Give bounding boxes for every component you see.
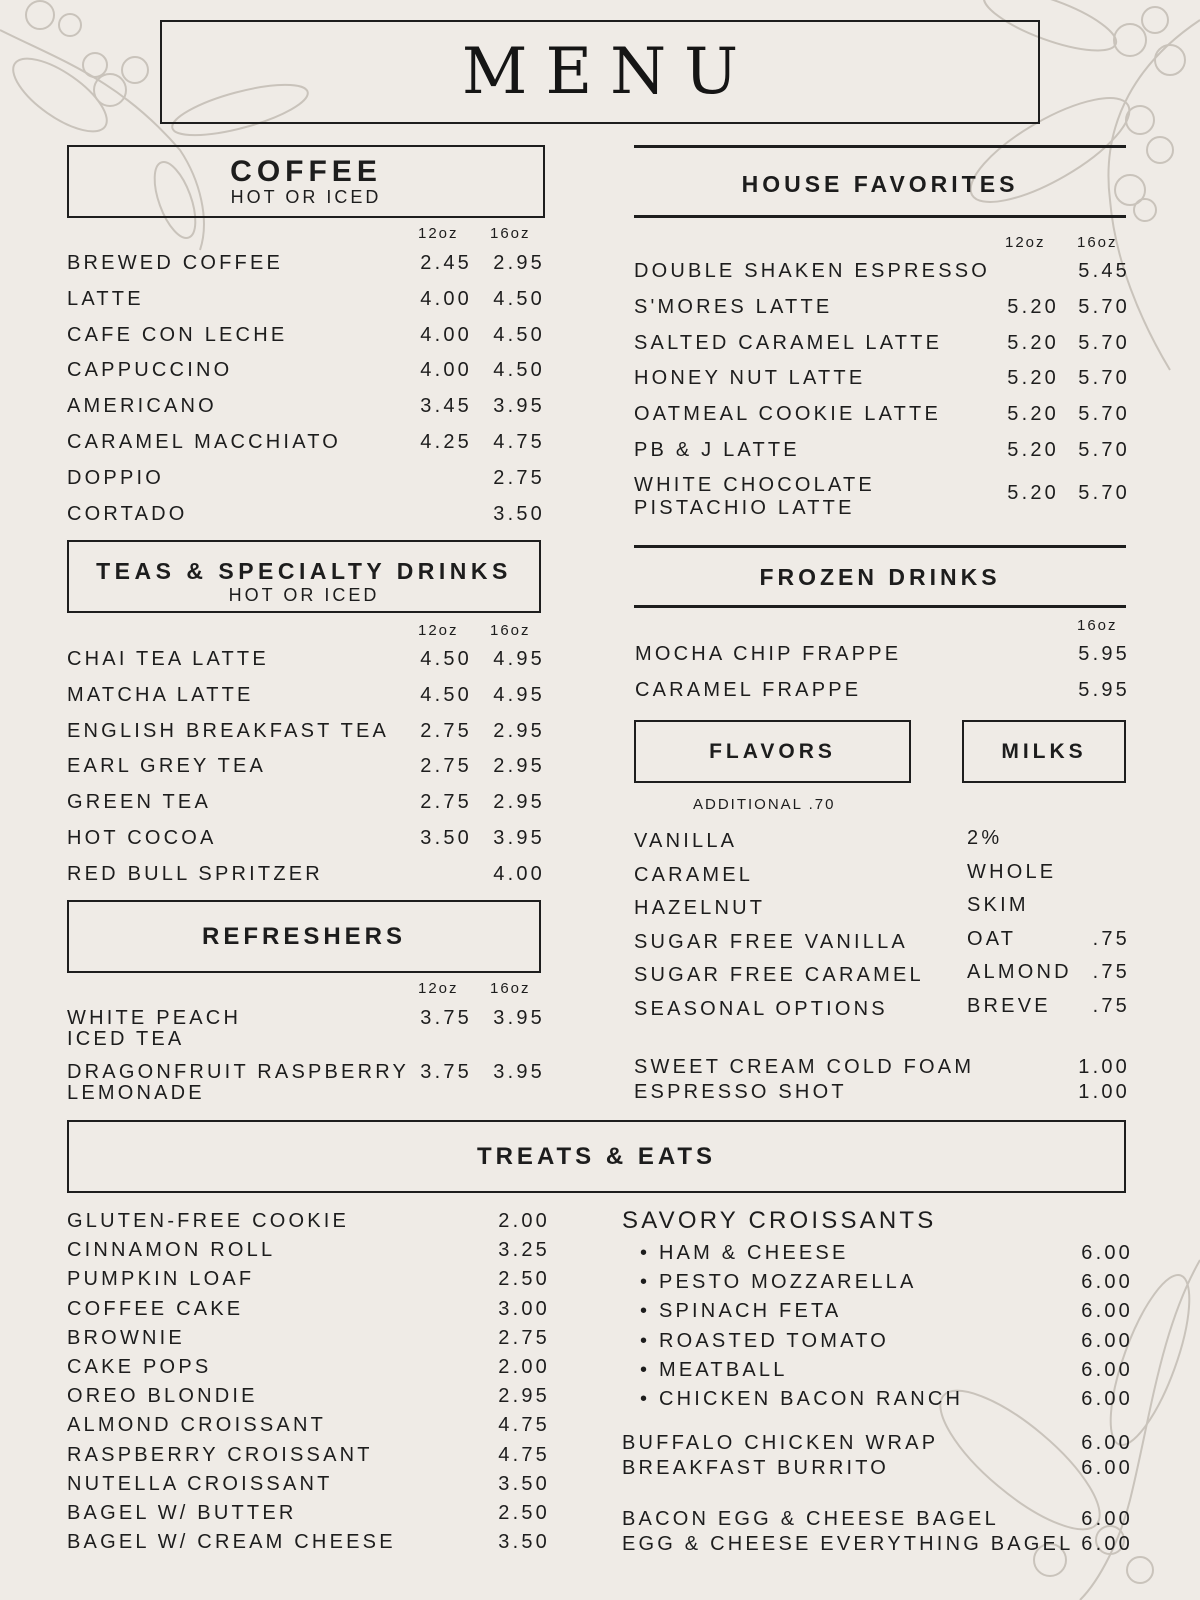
milk-item-price: .75 (1092, 927, 1130, 950)
treat-item-price: 3.00 (498, 1297, 550, 1320)
teas-item-name: HOT COCOA (67, 827, 217, 849)
refreshers-item-name-line2: ICED TEA (67, 1028, 185, 1050)
house-item-price-16oz: 5.70 (1078, 367, 1130, 390)
coffee-item-price-16oz: 4.75 (493, 431, 545, 453)
teas-item-price-16oz: 4.95 (493, 683, 545, 706)
refreshers-item-price-12oz: 3.75 (420, 1061, 472, 1083)
extra-item-name: SWEET CREAM COLD FOAM (634, 1056, 975, 1078)
extra-item-price: 1.00 (1078, 1081, 1130, 1103)
savory-item-name: BUFFALO CHICKEN WRAP (622, 1432, 939, 1454)
milk-item: SKIM (967, 894, 1029, 917)
refreshers-title: REFRESHERS (201, 922, 407, 950)
treat-item-price: 3.25 (498, 1239, 550, 1262)
teas-item-price-16oz: 2.95 (493, 719, 545, 742)
house-item-name: S'MORES LATTE (634, 295, 833, 318)
croissant-item-price: 6.00 (1081, 1329, 1133, 1352)
house-item-price-12oz: 5.20 (1007, 295, 1059, 318)
flavor-item: CARAMEL (634, 863, 754, 886)
teas-size-12oz: 12oz (418, 622, 459, 639)
croissant-item-price: 6.00 (1081, 1242, 1133, 1264)
flavor-item: SUGAR FREE CARAMEL (634, 964, 924, 987)
refreshers-item-name-line2: LEMONADE (67, 1082, 205, 1104)
coffee-item-price-16oz: 2.75 (493, 466, 545, 489)
treat-item-price: 4.75 (498, 1443, 550, 1466)
treats-header-box (67, 1120, 1126, 1193)
milk-item-price: .75 (1092, 995, 1130, 1017)
house-item-name: SALTED CARAMEL LATTE (634, 331, 943, 354)
refreshers-item-name: WHITE PEACH (67, 1007, 242, 1029)
treat-item-price: 3.50 (498, 1531, 550, 1554)
teas-item-price-12oz: 2.75 (420, 791, 472, 814)
treat-item-name: NUTELLA CROISSANT (67, 1472, 333, 1495)
frozen-item-name: MOCHA CHIP FRAPPE (635, 643, 902, 665)
croissant-item-name: • ROASTED TOMATO (640, 1329, 889, 1352)
treat-item-name: BAGEL W/ BUTTER (67, 1502, 297, 1524)
house-item-price-16oz: 5.70 (1078, 331, 1130, 354)
flavor-item: SEASONAL OPTIONS (634, 998, 888, 1020)
flavor-item: VANILLA (634, 830, 738, 852)
treat-item-name: ALMOND CROISSANT (67, 1414, 327, 1437)
savory-item-price: 6.00 (1081, 1457, 1133, 1479)
treat-item-name: CINNAMON ROLL (67, 1239, 276, 1262)
teas-item-price-16oz: 3.95 (493, 827, 545, 849)
savory-item-price: 6.00 (1081, 1508, 1133, 1530)
teas-item-name: RED BULL SPRITZER (67, 862, 323, 885)
coffee-item-price-12oz: 4.00 (420, 323, 472, 346)
coffee-item-name: DOPPIO (67, 466, 164, 489)
extra-item-name: ESPRESSO SHOT (634, 1081, 847, 1103)
croissant-item-name: • SPINACH FETA (640, 1300, 842, 1323)
savory-item-price: 6.00 (1081, 1533, 1133, 1555)
frozen-top-rule (634, 545, 1126, 548)
refreshers-size-16oz: 16oz (490, 980, 531, 997)
house-item-price-12oz: 5.20 (1007, 331, 1059, 354)
house-item-price-16oz: 5.70 (1078, 439, 1130, 461)
teas-title: TEAS & SPECIALTY DRINKS (96, 558, 512, 584)
flavors-header-box (634, 720, 911, 783)
coffee-title: COFFEE (230, 155, 382, 188)
flavors-title: FLAVORS (709, 739, 836, 763)
house-item-price-12oz: 5.20 (1007, 439, 1059, 461)
coffee-item-price-16oz: 4.50 (493, 287, 545, 310)
refreshers-size-12oz: 12oz (418, 980, 459, 997)
croissant-item-name: • MEATBALL (640, 1358, 788, 1381)
house-item-name: PB & J LATTE (634, 439, 800, 461)
treat-item-price: 2.50 (498, 1502, 550, 1524)
frozen-bottom-rule (634, 605, 1126, 608)
teas-item-price-16oz: 4.00 (493, 862, 545, 885)
coffee-item-price-16oz: 4.50 (493, 323, 545, 346)
flavors-additional-note: ADDITIONAL .70 (693, 796, 836, 813)
coffee-item-name: CORTADO (67, 502, 188, 525)
croissant-item-price: 6.00 (1081, 1388, 1133, 1410)
croissant-item-price: 6.00 (1081, 1300, 1133, 1323)
milk-item: BREVE (967, 995, 1051, 1017)
coffee-header-box (67, 145, 545, 218)
teas-item-name: CHAI TEA LATTE (67, 648, 269, 670)
house-bottom-rule (634, 215, 1126, 218)
menu-title-box (160, 20, 1040, 124)
teas-size-16oz: 16oz (490, 622, 531, 639)
flavor-item: HAZELNUT (634, 897, 766, 920)
treat-item-name: BAGEL W/ CREAM CHEESE (67, 1531, 396, 1554)
treat-item-name: GLUTEN-FREE COOKIE (67, 1210, 350, 1232)
coffee-item-price-12oz: 4.00 (420, 359, 472, 382)
treat-item-price: 2.00 (498, 1356, 550, 1378)
treat-item-price: 4.75 (498, 1414, 550, 1437)
croissant-item-name: • HAM & CHEESE (640, 1242, 849, 1264)
teas-item-price-16oz: 2.95 (493, 755, 545, 778)
house-item-price-16oz: 5.70 (1078, 295, 1130, 318)
croissant-item-price: 6.00 (1081, 1358, 1133, 1381)
milk-item-price: .75 (1092, 961, 1130, 984)
milk-item: ALMOND (967, 961, 1072, 984)
treat-item-price: 2.00 (498, 1210, 550, 1232)
coffee-item-price-12oz: 4.00 (420, 287, 472, 310)
house-item-price-12oz: 5.20 (1007, 367, 1059, 390)
coffee-item-name: CAFE CON LECHE (67, 323, 288, 346)
house-item-name-line2: PISTACHIO LATTE (634, 496, 855, 519)
house-top-rule (634, 145, 1126, 148)
coffee-item-price-16oz: 3.95 (493, 395, 545, 418)
savory-item-name: EGG & CHEESE EVERYTHING BAGEL (622, 1533, 1074, 1555)
coffee-item-price-16oz: 4.50 (493, 359, 545, 382)
treat-item-name: OREO BLONDIE (67, 1385, 258, 1408)
treat-item-price: 2.75 (498, 1326, 550, 1349)
coffee-item-name: BREWED COFFEE (67, 252, 284, 274)
milks-title: MILKS (1001, 739, 1087, 763)
teas-header-box (67, 540, 541, 613)
teas-item-price-16oz: 4.95 (493, 648, 545, 670)
coffee-item-price-12oz: 3.45 (420, 395, 472, 418)
savory-item-price: 6.00 (1081, 1432, 1133, 1454)
house-size-12oz: 12oz (1005, 234, 1046, 251)
teas-subtitle: HOT OR ICED (228, 585, 380, 605)
house-size-16oz: 16oz (1077, 234, 1118, 251)
treat-item-price: 2.50 (498, 1268, 550, 1291)
savory-item-name: BACON EGG & CHEESE BAGEL (622, 1508, 999, 1530)
coffee-size-12oz: 12oz (418, 225, 459, 242)
treat-item-name: COFFEE CAKE (67, 1297, 244, 1320)
milk-item: 2% (967, 827, 1003, 849)
treat-item-name: CAKE POPS (67, 1356, 212, 1378)
milk-item: OAT (967, 927, 1017, 950)
milk-item: WHOLE (967, 860, 1057, 883)
house-item-name: HONEY NUT LATTE (634, 367, 866, 390)
savory-croissants-title: SAVORY CROISSANTS (622, 1207, 937, 1234)
frozen-title: FROZEN DRINKS (759, 564, 1001, 590)
house-item-name: DOUBLE SHAKEN ESPRESSO (634, 260, 991, 282)
house-item-price-12oz: 5.20 (1007, 403, 1059, 426)
flavor-item: SUGAR FREE VANILLA (634, 930, 908, 953)
treat-item-price: 2.95 (498, 1385, 550, 1408)
refreshers-header-box (67, 900, 541, 973)
frozen-size-16oz: 16oz (1077, 617, 1118, 634)
coffee-item-price-12oz: 4.25 (420, 431, 472, 453)
teas-item-price-12oz: 4.50 (420, 683, 472, 706)
house-title: HOUSE FAVORITES (741, 171, 1019, 197)
refreshers-item-price-16oz: 3.95 (493, 1061, 545, 1083)
house-item-price-16oz: 5.70 (1078, 403, 1130, 426)
teas-item-name: MATCHA LATTE (67, 683, 254, 706)
coffee-item-name: AMERICANO (67, 395, 217, 418)
teas-item-name: GREEN TEA (67, 791, 212, 814)
house-item-price-16oz: 5.45 (1078, 260, 1130, 282)
treat-item-name: RASPBERRY CROISSANT (67, 1443, 373, 1466)
teas-item-price-12oz: 2.75 (420, 719, 472, 742)
frozen-item-price: 5.95 (1078, 678, 1130, 701)
house-item-price-16oz: 5.70 (1078, 481, 1130, 504)
coffee-item-price-12oz: 2.45 (420, 252, 472, 274)
menu-title: MENU (461, 35, 757, 109)
teas-item-price-16oz: 2.95 (493, 791, 545, 814)
coffee-item-name: CAPPUCCINO (67, 359, 233, 382)
teas-item-price-12oz: 2.75 (420, 755, 472, 778)
teas-item-name: ENGLISH BREAKFAST TEA (67, 719, 390, 742)
frozen-item-name: CARAMEL FRAPPE (635, 678, 862, 701)
coffee-item-name: LATTE (67, 287, 144, 310)
treat-item-name: BROWNIE (67, 1326, 185, 1349)
treat-item-name: PUMPKIN LOAF (67, 1268, 255, 1291)
refreshers-item-name: DRAGONFRUIT RASPBERRY (67, 1061, 410, 1083)
milks-header-box (962, 720, 1126, 783)
savory-item-name: BREAKFAST BURRITO (622, 1457, 890, 1479)
extra-item-price: 1.00 (1078, 1056, 1130, 1078)
coffee-item-price-16oz: 3.50 (493, 502, 545, 525)
refreshers-item-price-16oz: 3.95 (493, 1007, 545, 1029)
croissant-item-price: 6.00 (1081, 1271, 1133, 1294)
coffee-subtitle: HOT OR ICED (230, 187, 382, 207)
treat-item-price: 3.50 (498, 1472, 550, 1495)
croissant-item-name: • CHICKEN BACON RANCH (640, 1388, 964, 1410)
house-item-price-12oz: 5.20 (1007, 481, 1059, 504)
treats-title: TREATS & EATS (476, 1142, 717, 1170)
croissant-item-name: • PESTO MOZZARELLA (640, 1271, 917, 1294)
coffee-item-name: CARAMEL MACCHIATO (67, 431, 342, 453)
house-item-name: OATMEAL COOKIE LATTE (634, 403, 942, 426)
refreshers-item-price-12oz: 3.75 (420, 1007, 472, 1029)
teas-item-price-12oz: 4.50 (420, 648, 472, 670)
coffee-size-16oz: 16oz (490, 225, 531, 242)
coffee-item-price-16oz: 2.95 (493, 252, 545, 274)
teas-item-price-12oz: 3.50 (420, 827, 472, 849)
teas-item-name: EARL GREY TEA (67, 755, 267, 778)
house-item-name: WHITE CHOCOLATE (634, 473, 875, 496)
frozen-item-price: 5.95 (1078, 643, 1130, 665)
